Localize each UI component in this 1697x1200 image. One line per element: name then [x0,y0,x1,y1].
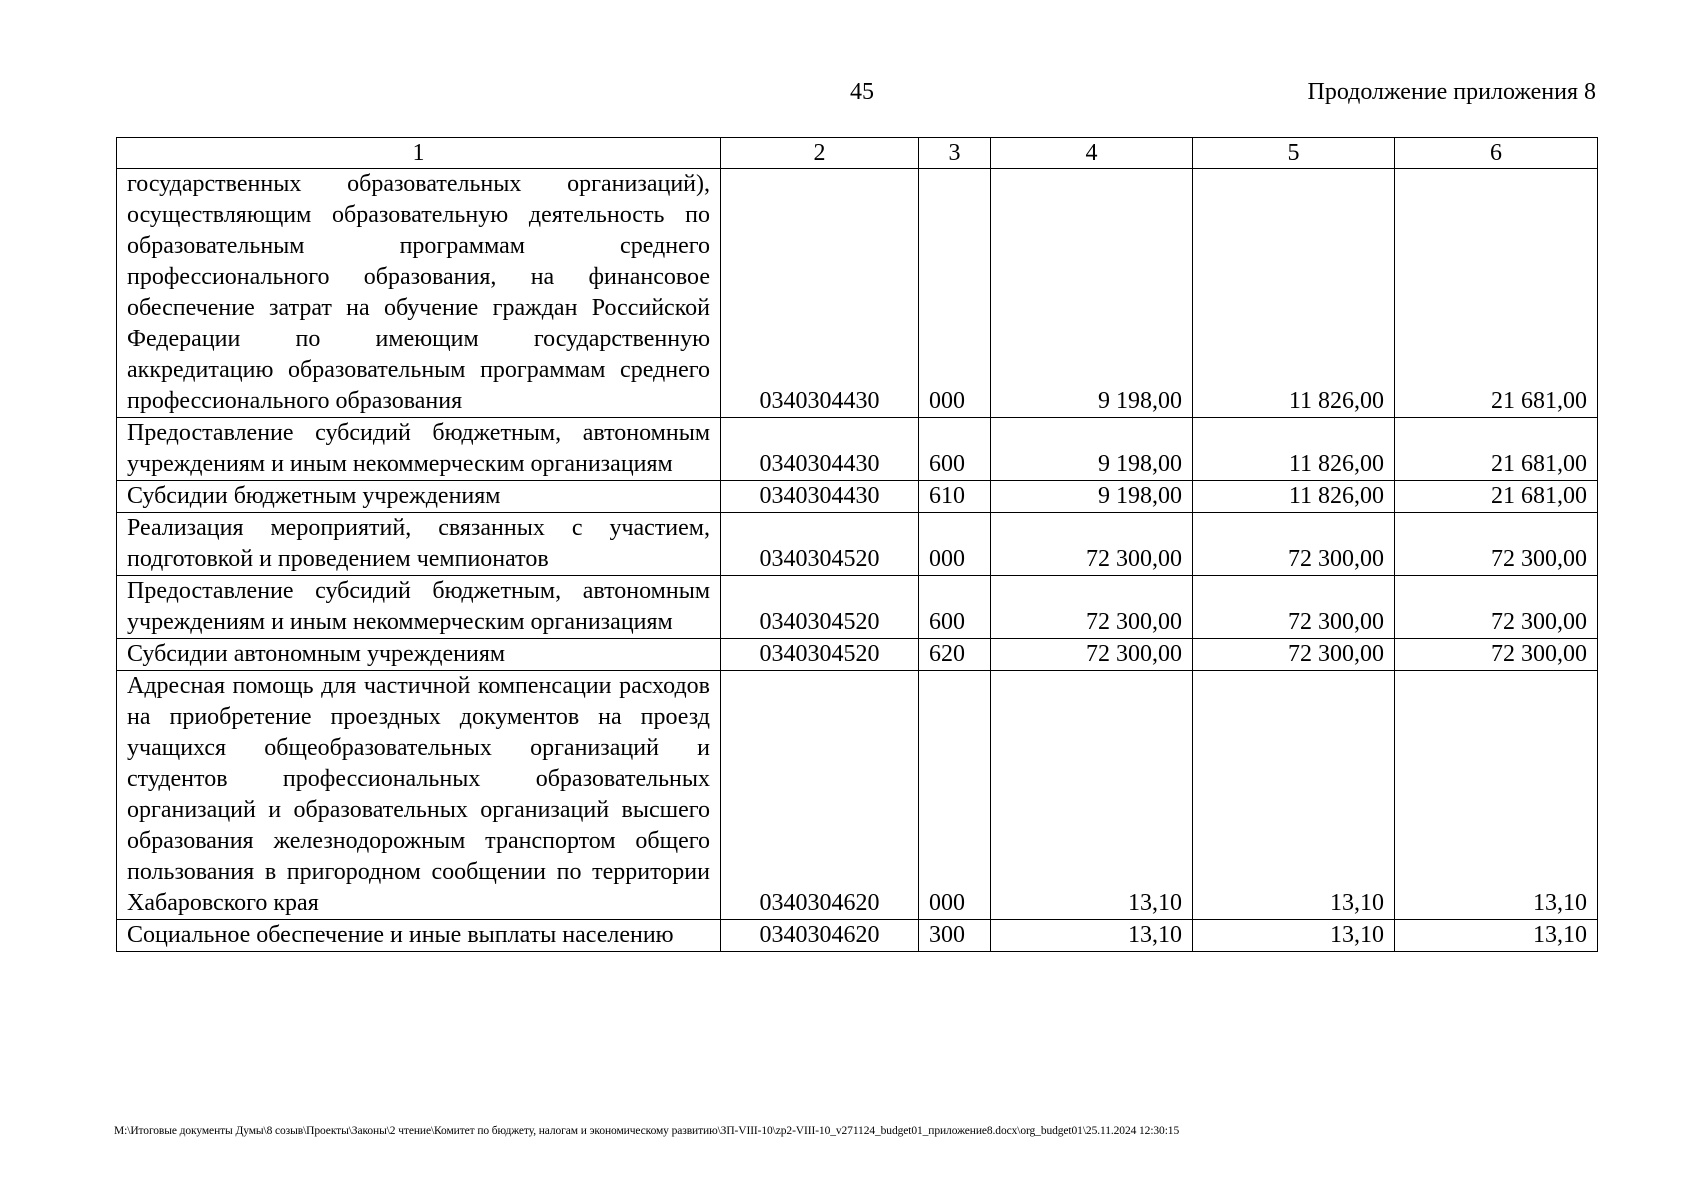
table-row [117,418,1598,481]
row-value-6: 21 681,00 [1395,481,1598,513]
row-value-6: 13,10 [1395,671,1598,920]
row-name: Адресная помощь для частичной компенсации расходов на приобретение проездных документов на проезд учащихся общеобразовательных организаций и студентов профессиональных образовательных организаций и образовательных организаций высшего образования железнодорожным транспортом общего пользования в пригородном сообщении по территории Хабаровского края [117,671,721,920]
row-code: 0340304620 [721,920,919,952]
column-header: 3 [919,138,991,169]
row-name: Субсидии автономным учреждениям [117,639,721,671]
row-name: Социальное обеспечение и иные выплаты населению [117,920,721,952]
row-value-6: 21 681,00 [1395,169,1598,418]
row-value-5: 11 826,00 [1193,418,1395,481]
row-value-6: 72 300,00 [1395,639,1598,671]
footer-file-path: M:\Итоговые документы Думы\8 созыв\Проекты\Законы\2 чтение\Комитет по бюджету, налогам и экономическому развитию\ЗП-VIII-10\zp2-VIII-10_v271124_budget01_приложение8.docx\org_budget01\25.11.2024 12:30:15 [114,1125,1180,1137]
page-caption: Продолжение приложения 8 [1307,79,1596,105]
row-value-5: 13,10 [1193,920,1395,952]
row-type: 300 [919,920,991,952]
row-value-4: 72 300,00 [991,576,1193,639]
row-value-6: 21 681,00 [1395,418,1598,481]
row-value-6: 13,10 [1395,920,1598,952]
column-header: 1 [117,138,721,169]
row-value-6: 72 300,00 [1395,576,1598,639]
row-type: 620 [919,639,991,671]
row-value-4: 9 198,00 [991,481,1193,513]
row-value-4: 9 198,00 [991,418,1193,481]
table-row [117,639,1598,671]
row-value-5: 11 826,00 [1193,481,1395,513]
budget-table [116,137,1598,952]
row-type: 600 [919,418,991,481]
row-type: 600 [919,576,991,639]
row-value-5: 72 300,00 [1193,639,1395,671]
page-number: 45 [850,79,874,105]
row-value-5: 13,10 [1193,671,1395,920]
row-name: Реализация мероприятий, связанных с участием, подготовкой и проведением чемпионатов [117,513,721,576]
row-name: Субсидии бюджетным учреждениям [117,481,721,513]
row-code: 0340304520 [721,576,919,639]
row-type: 000 [919,169,991,418]
table-row [117,169,1598,418]
row-value-4: 9 198,00 [991,169,1193,418]
column-header: 2 [721,138,919,169]
table-row [117,513,1598,576]
row-code: 0340304620 [721,671,919,920]
row-name: Предоставление субсидий бюджетным, автономным учреждениям и иным некоммерческим организациям [117,418,721,481]
row-value-5: 72 300,00 [1193,576,1395,639]
row-value-5: 11 826,00 [1193,169,1395,418]
row-name: государственных образовательных организаций), осуществляющим образовательную деятельность по образовательным программам среднего профессионального образования, на финансовое обеспечение затрат на обучение граждан Российской Федерации по имеющим государственную аккредитацию образовательным программам среднего профессионального образования [117,169,721,418]
row-type: 610 [919,481,991,513]
table-header-row [117,138,1598,169]
row-value-6: 72 300,00 [1395,513,1598,576]
column-header: 6 [1395,138,1598,169]
row-value-4: 13,10 [991,920,1193,952]
column-header: 5 [1193,138,1395,169]
row-code: 0340304430 [721,481,919,513]
row-type: 000 [919,671,991,920]
row-name: Предоставление субсидий бюджетным, автономным учреждениям и иным некоммерческим организациям [117,576,721,639]
table-row [117,671,1598,920]
row-value-4: 72 300,00 [991,513,1193,576]
column-header: 4 [991,138,1193,169]
table-row [117,481,1598,513]
row-value-4: 13,10 [991,671,1193,920]
row-value-5: 72 300,00 [1193,513,1395,576]
row-code: 0340304430 [721,169,919,418]
table-row [117,920,1598,952]
table-row [117,576,1598,639]
row-code: 0340304520 [721,639,919,671]
row-code: 0340304430 [721,418,919,481]
row-value-4: 72 300,00 [991,639,1193,671]
row-code: 0340304520 [721,513,919,576]
row-type: 000 [919,513,991,576]
